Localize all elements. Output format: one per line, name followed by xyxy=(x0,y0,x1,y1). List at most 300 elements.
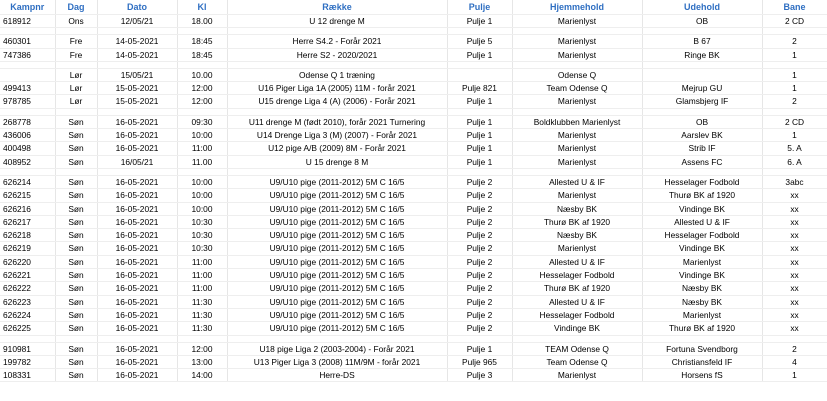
cell-dag: Søn xyxy=(55,282,97,295)
cell-udehold: Horsens fS xyxy=(642,369,762,382)
cell-hjemmehold: Marienlyst xyxy=(512,155,642,168)
spacer-row xyxy=(0,61,827,68)
cell-udehold: Thurø BK af 1920 xyxy=(642,322,762,335)
cell-kampnr: 199782 xyxy=(0,355,55,368)
cell-raekke: U9/U10 pige (2011-2012) 5M C 16/5 xyxy=(227,322,447,335)
cell-hjemmehold: Marienlyst xyxy=(512,48,642,61)
cell-hjemmehold: Næsby BK xyxy=(512,229,642,242)
table-row xyxy=(0,155,827,168)
cell-bane: 2 xyxy=(762,95,827,108)
cell-dag: Søn xyxy=(55,215,97,228)
cell-kl: 18:45 xyxy=(177,48,227,61)
table-row xyxy=(0,295,827,308)
cell-kl: 12:00 xyxy=(177,95,227,108)
cell-udehold: OB xyxy=(642,115,762,128)
cell-udehold: Thurø BK af 1920 xyxy=(642,189,762,202)
table-row xyxy=(0,82,827,95)
cell-bane: xx xyxy=(762,269,827,282)
cell-dato: 14-05-2021 xyxy=(97,48,177,61)
cell-dag: Søn xyxy=(55,115,97,128)
cell-bane: xx xyxy=(762,215,827,228)
cell-udehold xyxy=(642,68,762,81)
cell-kampnr: 618912 xyxy=(0,15,55,28)
table-row xyxy=(0,68,827,81)
cell-kl: 11:30 xyxy=(177,322,227,335)
cell-kampnr: 436006 xyxy=(0,129,55,142)
cell-dato: 16-05-2021 xyxy=(97,255,177,268)
cell-hjemmehold: Næsby BK xyxy=(512,202,642,215)
cell-bane: 6. A xyxy=(762,155,827,168)
cell-dato: 16-05-2021 xyxy=(97,369,177,382)
cell-kampnr: 626219 xyxy=(0,242,55,255)
cell-dato: 16-05-2021 xyxy=(97,215,177,228)
cell-hjemmehold: Thurø BK af 1920 xyxy=(512,282,642,295)
cell-raekke: Herre-DS xyxy=(227,369,447,382)
cell-kl: 10:00 xyxy=(177,189,227,202)
spacer-cell xyxy=(55,335,97,342)
spacer-cell xyxy=(512,335,642,342)
spacer-cell xyxy=(512,61,642,68)
cell-kl: 10:30 xyxy=(177,229,227,242)
cell-pulje: Pulje 2 xyxy=(447,308,512,321)
cell-dag: Søn xyxy=(55,295,97,308)
cell-dato: 15/05/21 xyxy=(97,68,177,81)
cell-raekke: U11 drenge M (født 2010), forår 2021 Turnering xyxy=(227,115,447,128)
cell-bane: 2 CD xyxy=(762,15,827,28)
spacer-cell xyxy=(512,28,642,35)
cell-kampnr: 108331 xyxy=(0,369,55,382)
spacer-cell xyxy=(447,108,512,115)
cell-hjemmehold: Marienlyst xyxy=(512,35,642,48)
spacer-cell xyxy=(177,28,227,35)
spacer-cell xyxy=(55,108,97,115)
cell-bane: xx xyxy=(762,229,827,242)
cell-pulje: Pulje 2 xyxy=(447,269,512,282)
cell-udehold: Hesselager Fodbold xyxy=(642,229,762,242)
cell-bane: xx xyxy=(762,295,827,308)
cell-bane: xx xyxy=(762,202,827,215)
table-row xyxy=(0,322,827,335)
spacer-cell xyxy=(762,108,827,115)
cell-hjemmehold: Team Odense Q xyxy=(512,82,642,95)
cell-dato: 16-05-2021 xyxy=(97,229,177,242)
cell-pulje: Pulje 2 xyxy=(447,229,512,242)
cell-dag: Søn xyxy=(55,322,97,335)
cell-dag: Fre xyxy=(55,35,97,48)
cell-pulje: Pulje 3 xyxy=(447,369,512,382)
cell-kl: 11.00 xyxy=(177,155,227,168)
cell-bane: xx xyxy=(762,308,827,321)
cell-udehold: Hesselager Fodbold xyxy=(642,175,762,188)
cell-bane: 1 xyxy=(762,68,827,81)
table-row xyxy=(0,229,827,242)
spacer-cell xyxy=(762,28,827,35)
cell-dato: 16-05-2021 xyxy=(97,142,177,155)
spacer-cell xyxy=(642,108,762,115)
cell-raekke: U9/U10 pige (2011-2012) 5M C 16/5 xyxy=(227,308,447,321)
cell-dag: Søn xyxy=(55,308,97,321)
cell-udehold: B 67 xyxy=(642,35,762,48)
cell-kl: 11:00 xyxy=(177,269,227,282)
table-body xyxy=(0,15,827,382)
cell-hjemmehold: Marienlyst xyxy=(512,369,642,382)
cell-pulje: Pulje 2 xyxy=(447,215,512,228)
spacer-cell xyxy=(762,335,827,342)
cell-pulje: Pulje 1 xyxy=(447,15,512,28)
cell-hjemmehold: Thurø BK af 1920 xyxy=(512,215,642,228)
cell-udehold: Marienlyst xyxy=(642,308,762,321)
cell-hjemmehold: Hesselager Fodbold xyxy=(512,269,642,282)
cell-pulje: Pulje 1 xyxy=(447,115,512,128)
spacer-cell xyxy=(227,28,447,35)
cell-hjemmehold: Marienlyst xyxy=(512,15,642,28)
cell-dag: Lør xyxy=(55,95,97,108)
cell-kampnr: 626220 xyxy=(0,255,55,268)
cell-raekke: Odense Q 1 træning xyxy=(227,68,447,81)
column-header-pulje: Pulje xyxy=(447,0,512,15)
cell-dato: 16-05-2021 xyxy=(97,322,177,335)
cell-bane: 1 xyxy=(762,129,827,142)
spacer-cell xyxy=(762,168,827,175)
cell-raekke: U9/U10 pige (2011-2012) 5M C 16/5 xyxy=(227,295,447,308)
spacer-cell xyxy=(642,28,762,35)
cell-udehold: Strib IF xyxy=(642,142,762,155)
cell-bane: 5. A xyxy=(762,142,827,155)
cell-raekke: U9/U10 pige (2011-2012) 5M C 16/5 xyxy=(227,202,447,215)
cell-dato: 16-05-2021 xyxy=(97,242,177,255)
spacer-cell xyxy=(642,61,762,68)
cell-kl: 10:30 xyxy=(177,242,227,255)
table-row xyxy=(0,142,827,155)
cell-kampnr: 626215 xyxy=(0,189,55,202)
cell-kampnr: 268778 xyxy=(0,115,55,128)
table-row xyxy=(0,35,827,48)
cell-dato: 16-05-2021 xyxy=(97,202,177,215)
cell-kl: 18.00 xyxy=(177,15,227,28)
cell-bane: 2 xyxy=(762,35,827,48)
cell-dag: Søn xyxy=(55,189,97,202)
cell-raekke: U9/U10 pige (2011-2012) 5M C 16/5 xyxy=(227,255,447,268)
cell-raekke: U9/U10 pige (2011-2012) 5M C 16/5 xyxy=(227,282,447,295)
column-header-kampnr: Kampnr xyxy=(0,0,55,15)
cell-bane: 2 CD xyxy=(762,115,827,128)
cell-raekke: U 15 drenge 8 M xyxy=(227,155,447,168)
spacer-cell xyxy=(227,168,447,175)
cell-raekke: Herre S4.2 - Forår 2021 xyxy=(227,35,447,48)
spacer-cell xyxy=(227,61,447,68)
cell-hjemmehold: Marienlyst xyxy=(512,242,642,255)
cell-dato: 12/05/21 xyxy=(97,15,177,28)
spacer-cell xyxy=(177,108,227,115)
cell-bane: 1 xyxy=(762,369,827,382)
cell-dato: 16/05/21 xyxy=(97,155,177,168)
cell-dag: Søn xyxy=(55,129,97,142)
cell-pulje: Pulje 821 xyxy=(447,82,512,95)
cell-kl: 10:00 xyxy=(177,202,227,215)
cell-pulje: Pulje 1 xyxy=(447,95,512,108)
cell-kampnr: 978785 xyxy=(0,95,55,108)
cell-udehold: Glamsbjerg IF xyxy=(642,95,762,108)
table-row xyxy=(0,369,827,382)
cell-pulje: Pulje 965 xyxy=(447,355,512,368)
cell-kl: 10:00 xyxy=(177,175,227,188)
cell-hjemmehold: Team Odense Q xyxy=(512,355,642,368)
table-row xyxy=(0,255,827,268)
cell-kl: 11:00 xyxy=(177,142,227,155)
cell-kampnr: 499413 xyxy=(0,82,55,95)
cell-udehold: Vindinge BK xyxy=(642,202,762,215)
spacer-row xyxy=(0,335,827,342)
cell-dato: 15-05-2021 xyxy=(97,95,177,108)
cell-kl: 11:00 xyxy=(177,282,227,295)
cell-kl: 14:00 xyxy=(177,369,227,382)
table-row xyxy=(0,282,827,295)
spacer-cell xyxy=(0,168,55,175)
cell-kl: 11:30 xyxy=(177,295,227,308)
cell-kampnr: 626222 xyxy=(0,282,55,295)
cell-dato: 15-05-2021 xyxy=(97,82,177,95)
cell-hjemmehold: TEAM Odense Q xyxy=(512,342,642,355)
cell-kampnr: 408952 xyxy=(0,155,55,168)
cell-hjemmehold: Allested U & IF xyxy=(512,295,642,308)
cell-kampnr: 626214 xyxy=(0,175,55,188)
cell-bane: xx xyxy=(762,282,827,295)
cell-dag: Søn xyxy=(55,242,97,255)
table-row xyxy=(0,95,827,108)
cell-raekke: U9/U10 pige (2011-2012) 5M C 16/5 xyxy=(227,242,447,255)
cell-kampnr xyxy=(0,68,55,81)
cell-hjemmehold: Marienlyst xyxy=(512,142,642,155)
cell-dag: Søn xyxy=(55,355,97,368)
table-row xyxy=(0,48,827,61)
cell-raekke: U13 Piger Liga 3 (2008) 11M/9M - forår 2021 xyxy=(227,355,447,368)
cell-dag: Lør xyxy=(55,68,97,81)
table-row xyxy=(0,189,827,202)
spacer-cell xyxy=(447,335,512,342)
cell-kl: 10:30 xyxy=(177,215,227,228)
cell-dag: Søn xyxy=(55,369,97,382)
cell-raekke: U12 pige A/B (2009) 8M - Forår 2021 xyxy=(227,142,447,155)
cell-dag: Søn xyxy=(55,155,97,168)
cell-udehold: Aarslev BK xyxy=(642,129,762,142)
cell-hjemmehold: Allested U & IF xyxy=(512,175,642,188)
spacer-cell xyxy=(177,335,227,342)
spacer-cell xyxy=(0,335,55,342)
cell-hjemmehold: Boldklubben Marienlyst xyxy=(512,115,642,128)
cell-kampnr: 400498 xyxy=(0,142,55,155)
cell-dato: 16-05-2021 xyxy=(97,282,177,295)
spacer-row xyxy=(0,28,827,35)
spacer-cell xyxy=(642,168,762,175)
cell-dag: Ons xyxy=(55,15,97,28)
cell-udehold: OB xyxy=(642,15,762,28)
cell-udehold: Mejrup GU xyxy=(642,82,762,95)
cell-bane: 2 xyxy=(762,342,827,355)
cell-kl: 10.00 xyxy=(177,68,227,81)
cell-kampnr: 910981 xyxy=(0,342,55,355)
column-header-kl: Kl xyxy=(177,0,227,15)
cell-dato: 16-05-2021 xyxy=(97,342,177,355)
cell-udehold: Vindinge BK xyxy=(642,269,762,282)
cell-pulje: Pulje 2 xyxy=(447,255,512,268)
cell-dag: Søn xyxy=(55,229,97,242)
spacer-cell xyxy=(97,335,177,342)
cell-pulje: Pulje 1 xyxy=(447,155,512,168)
cell-dag: Søn xyxy=(55,175,97,188)
spacer-cell xyxy=(447,168,512,175)
cell-dag: Søn xyxy=(55,202,97,215)
column-header-udehold: Udehold xyxy=(642,0,762,15)
spacer-row xyxy=(0,168,827,175)
cell-dag: Fre xyxy=(55,48,97,61)
cell-raekke: U9/U10 pige (2011-2012) 5M C 16/5 xyxy=(227,269,447,282)
spacer-cell xyxy=(512,108,642,115)
cell-raekke: U14 Drenge Liga 3 (M) (2007) - Forår 2021 xyxy=(227,129,447,142)
column-header-dag: Dag xyxy=(55,0,97,15)
cell-bane: 1 xyxy=(762,82,827,95)
cell-raekke: U9/U10 pige (2011-2012) 5M C 16/5 xyxy=(227,175,447,188)
spacer-cell xyxy=(55,28,97,35)
cell-kampnr: 626221 xyxy=(0,269,55,282)
cell-raekke: U15 drenge Liga 4 (A) (2006) - Forår 2021 xyxy=(227,95,447,108)
cell-pulje: Pulje 1 xyxy=(447,48,512,61)
cell-hjemmehold: Marienlyst xyxy=(512,129,642,142)
spacer-cell xyxy=(512,168,642,175)
cell-dag: Søn xyxy=(55,142,97,155)
cell-kampnr: 626223 xyxy=(0,295,55,308)
cell-pulje: Pulje 2 xyxy=(447,242,512,255)
cell-hjemmehold: Marienlyst xyxy=(512,189,642,202)
cell-pulje: Pulje 2 xyxy=(447,175,512,188)
cell-pulje: Pulje 1 xyxy=(447,129,512,142)
spacer-cell xyxy=(55,168,97,175)
cell-pulje: Pulje 2 xyxy=(447,282,512,295)
cell-kampnr: 626216 xyxy=(0,202,55,215)
cell-raekke: Herre S2 - 2020/2021 xyxy=(227,48,447,61)
cell-dag: Søn xyxy=(55,342,97,355)
spacer-row xyxy=(0,108,827,115)
cell-udehold: Næsby BK xyxy=(642,295,762,308)
table-row xyxy=(0,308,827,321)
cell-kampnr: 626224 xyxy=(0,308,55,321)
cell-dag: Søn xyxy=(55,269,97,282)
cell-dato: 16-05-2021 xyxy=(97,189,177,202)
cell-hjemmehold: Odense Q xyxy=(512,68,642,81)
cell-pulje: Pulje 1 xyxy=(447,142,512,155)
cell-hjemmehold: Vindinge BK xyxy=(512,322,642,335)
spacer-cell xyxy=(97,108,177,115)
cell-kl: 13:00 xyxy=(177,355,227,368)
table-row xyxy=(0,242,827,255)
spacer-cell xyxy=(55,61,97,68)
cell-bane: 3abc xyxy=(762,175,827,188)
cell-udehold: Fortuna Svendborg xyxy=(642,342,762,355)
cell-dag: Søn xyxy=(55,255,97,268)
cell-kl: 12:00 xyxy=(177,82,227,95)
spacer-cell xyxy=(227,335,447,342)
spacer-cell xyxy=(97,28,177,35)
cell-dato: 16-05-2021 xyxy=(97,295,177,308)
spacer-cell xyxy=(97,168,177,175)
cell-hjemmehold: Hesselager Fodbold xyxy=(512,308,642,321)
cell-raekke: U18 pige Liga 2 (2003-2004) - Forår 2021 xyxy=(227,342,447,355)
column-header-bane: Bane xyxy=(762,0,827,15)
cell-raekke: U9/U10 pige (2011-2012) 5M C 16/5 xyxy=(227,189,447,202)
spacer-cell xyxy=(0,108,55,115)
column-header-hjemmehold: Hjemmehold xyxy=(512,0,642,15)
cell-pulje xyxy=(447,68,512,81)
cell-kl: 11:30 xyxy=(177,308,227,321)
table-row xyxy=(0,342,827,355)
cell-dato: 16-05-2021 xyxy=(97,129,177,142)
cell-bane: 4 xyxy=(762,355,827,368)
table-row xyxy=(0,129,827,142)
cell-dag: Lør xyxy=(55,82,97,95)
table-row xyxy=(0,202,827,215)
cell-kampnr: 460301 xyxy=(0,35,55,48)
cell-raekke: U 12 drenge M xyxy=(227,15,447,28)
table-row xyxy=(0,355,827,368)
cell-raekke: U9/U10 pige (2011-2012) 5M C 16/5 xyxy=(227,229,447,242)
cell-hjemmehold: Marienlyst xyxy=(512,95,642,108)
cell-pulje: Pulje 5 xyxy=(447,35,512,48)
column-header-dato: Dato xyxy=(97,0,177,15)
spacer-cell xyxy=(177,61,227,68)
cell-pulje: Pulje 2 xyxy=(447,189,512,202)
spacer-cell xyxy=(447,61,512,68)
spacer-cell xyxy=(97,61,177,68)
cell-pulje: Pulje 1 xyxy=(447,342,512,355)
table-row xyxy=(0,115,827,128)
cell-kl: 09:30 xyxy=(177,115,227,128)
cell-raekke: U9/U10 pige (2011-2012) 5M C 16/5 xyxy=(227,215,447,228)
header-row xyxy=(0,0,827,15)
cell-bane: xx xyxy=(762,322,827,335)
cell-kampnr: 626225 xyxy=(0,322,55,335)
cell-dato: 14-05-2021 xyxy=(97,35,177,48)
cell-dato: 16-05-2021 xyxy=(97,115,177,128)
spacer-cell xyxy=(762,61,827,68)
cell-udehold: Christiansfeld IF xyxy=(642,355,762,368)
cell-hjemmehold: Allested U & IF xyxy=(512,255,642,268)
table-row xyxy=(0,215,827,228)
spacer-cell xyxy=(642,335,762,342)
table-row xyxy=(0,269,827,282)
cell-pulje: Pulje 2 xyxy=(447,202,512,215)
cell-bane: xx xyxy=(762,189,827,202)
cell-bane: xx xyxy=(762,255,827,268)
cell-bane: xx xyxy=(762,242,827,255)
spacer-cell xyxy=(0,28,55,35)
cell-kl: 18:45 xyxy=(177,35,227,48)
cell-kl: 10:00 xyxy=(177,129,227,142)
table-row xyxy=(0,15,827,28)
cell-kampnr: 626218 xyxy=(0,229,55,242)
cell-udehold: Marienlyst xyxy=(642,255,762,268)
cell-udehold: Allested U & IF xyxy=(642,215,762,228)
spacer-cell xyxy=(447,28,512,35)
cell-dato: 16-05-2021 xyxy=(97,175,177,188)
cell-dato: 16-05-2021 xyxy=(97,269,177,282)
cell-pulje: Pulje 2 xyxy=(447,322,512,335)
cell-udehold: Vindinge BK xyxy=(642,242,762,255)
cell-kl: 12:00 xyxy=(177,342,227,355)
spacer-cell xyxy=(227,108,447,115)
cell-raekke: U16 Piger Liga 1A (2005) 11M - forår 2021 xyxy=(227,82,447,95)
cell-bane: 1 xyxy=(762,48,827,61)
cell-kampnr: 626217 xyxy=(0,215,55,228)
cell-pulje: Pulje 2 xyxy=(447,295,512,308)
